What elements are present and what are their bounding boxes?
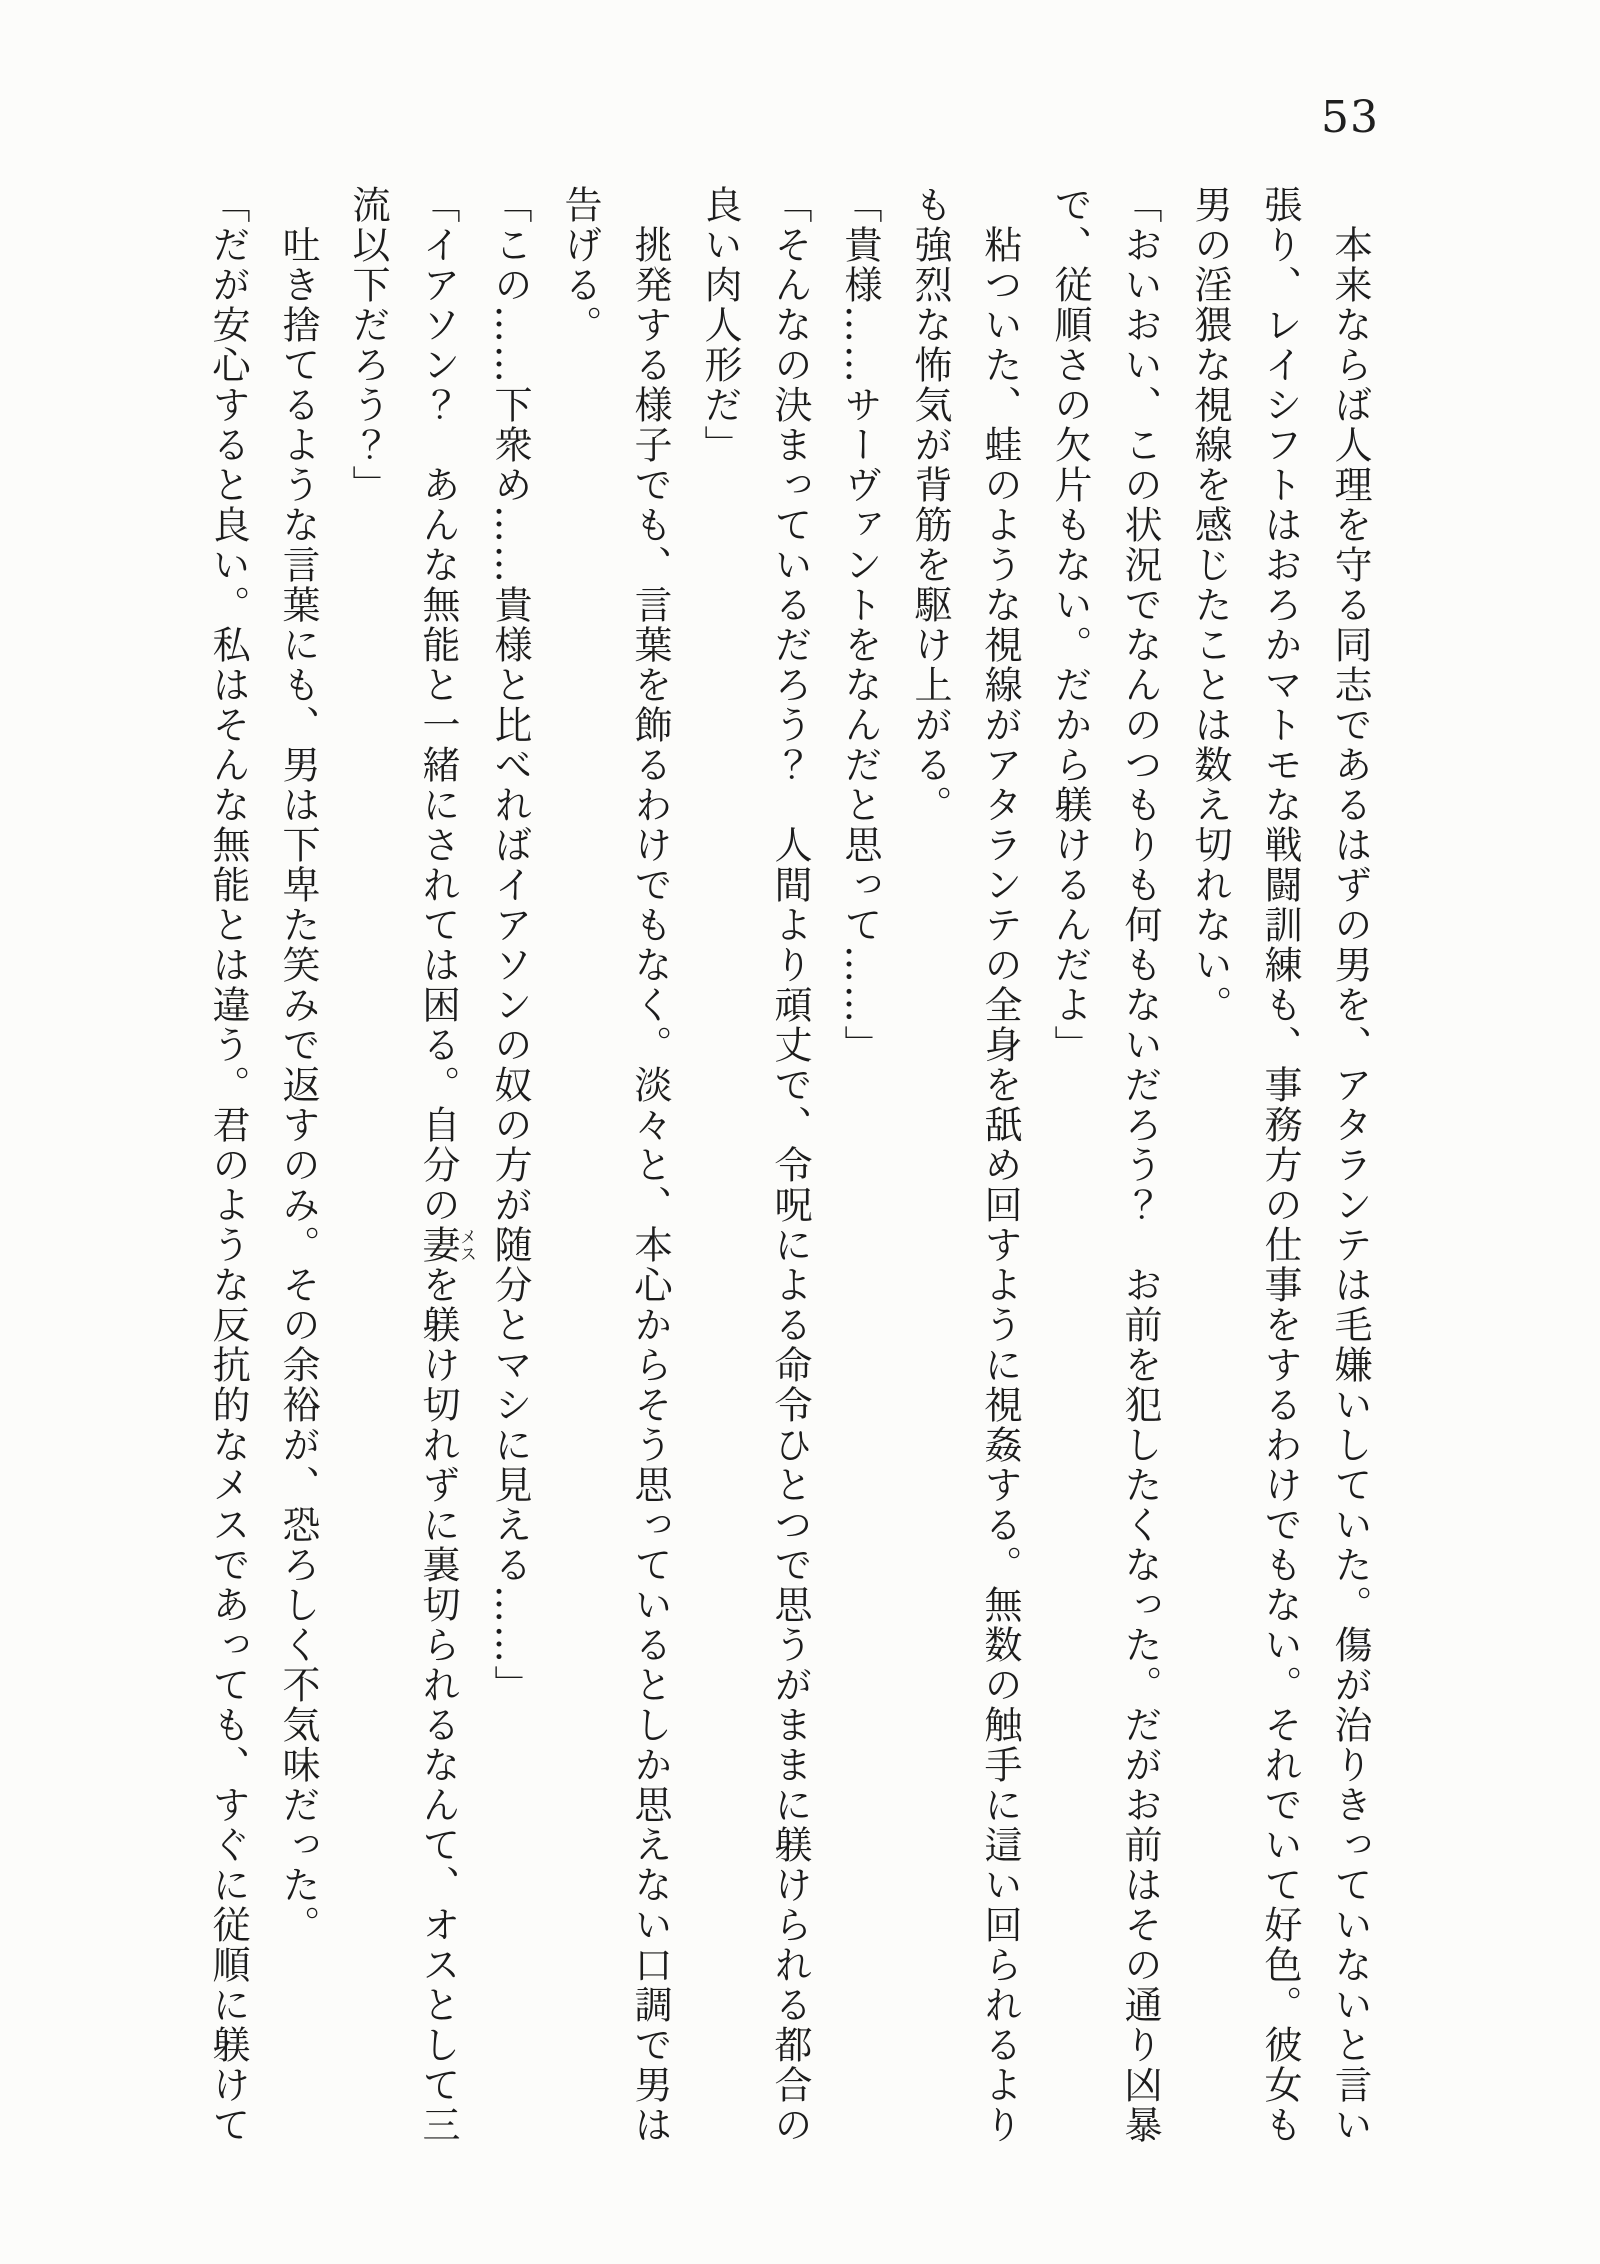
text-column: 吐き捨てるような言葉にも、男は下卑た笑みで返すのみ。その余裕が、恐ろしく不気味だった。 — [276, 185, 320, 1945]
text-column: 「この……下衆め……貴様と比べればイアソンの奴の方が随分とマシに見える……」 — [488, 185, 532, 1705]
text-column: 「そんなの決まっているだろう？ 人間より頑丈で、令呪による命令ひとつで思うがままに躾けられる都合の — [768, 185, 812, 2145]
text-column: 「だが安心すると良い。私はそんな無能とは違う。君のような反抗的なメスであっても、すぐに従順に躾けて — [206, 185, 250, 2145]
furigana: 妻メス — [416, 1225, 476, 1265]
text-block — [195, 185, 1385, 2175]
text-column: も強烈な怖気が背筋を駆け上がる。 — [908, 185, 952, 825]
text-column: 良い肉人形だ」 — [698, 185, 742, 465]
text-column: 粘ついた、蛙のような視線がアタランテの全身を舐め回すように視姦する。無数の触手に這い回られるより — [978, 185, 1022, 2145]
text-column: 告げる。 — [558, 185, 602, 345]
text-column: 本来ならば人理を守る同志であるはずの男を、アタランテは毛嫌いしていた。傷が治りきっていないと言い — [1328, 185, 1372, 2145]
text-column: 男の淫猥な視線を感じたことは数え切れない。 — [1188, 185, 1232, 1025]
text-column: 流以下だろう？」 — [346, 185, 390, 505]
text-column: 「おいおい、この状況でなんのつもりも何もないだろう？ お前を犯したくなった。だがお前はその通り凶暴 — [1118, 185, 1162, 2145]
text-column: 「貴様……サーヴァントをなんだと思って……」 — [838, 185, 882, 1065]
text-column: で、従順さの欠片もない。だから躾けるんだよ」 — [1048, 185, 1092, 1065]
text-column: 「イアソン？ あんな無能と一緒にされては困る。自分の妻メスを躾け切れずに裏切られるなんて、オスとして三 — [416, 185, 476, 2145]
page-number: 53 — [1321, 92, 1379, 143]
text-column: 挑発する様子でも、言葉を飾るわけでもなく。淡々と、本心からそう思っているとしか思えない口調で男は — [628, 185, 672, 2145]
text-column: 張り、レイシフトはおろかマトモな戦闘訓練も、事務方の仕事をするわけでもない。それでいて好色。彼女も — [1258, 185, 1302, 2145]
